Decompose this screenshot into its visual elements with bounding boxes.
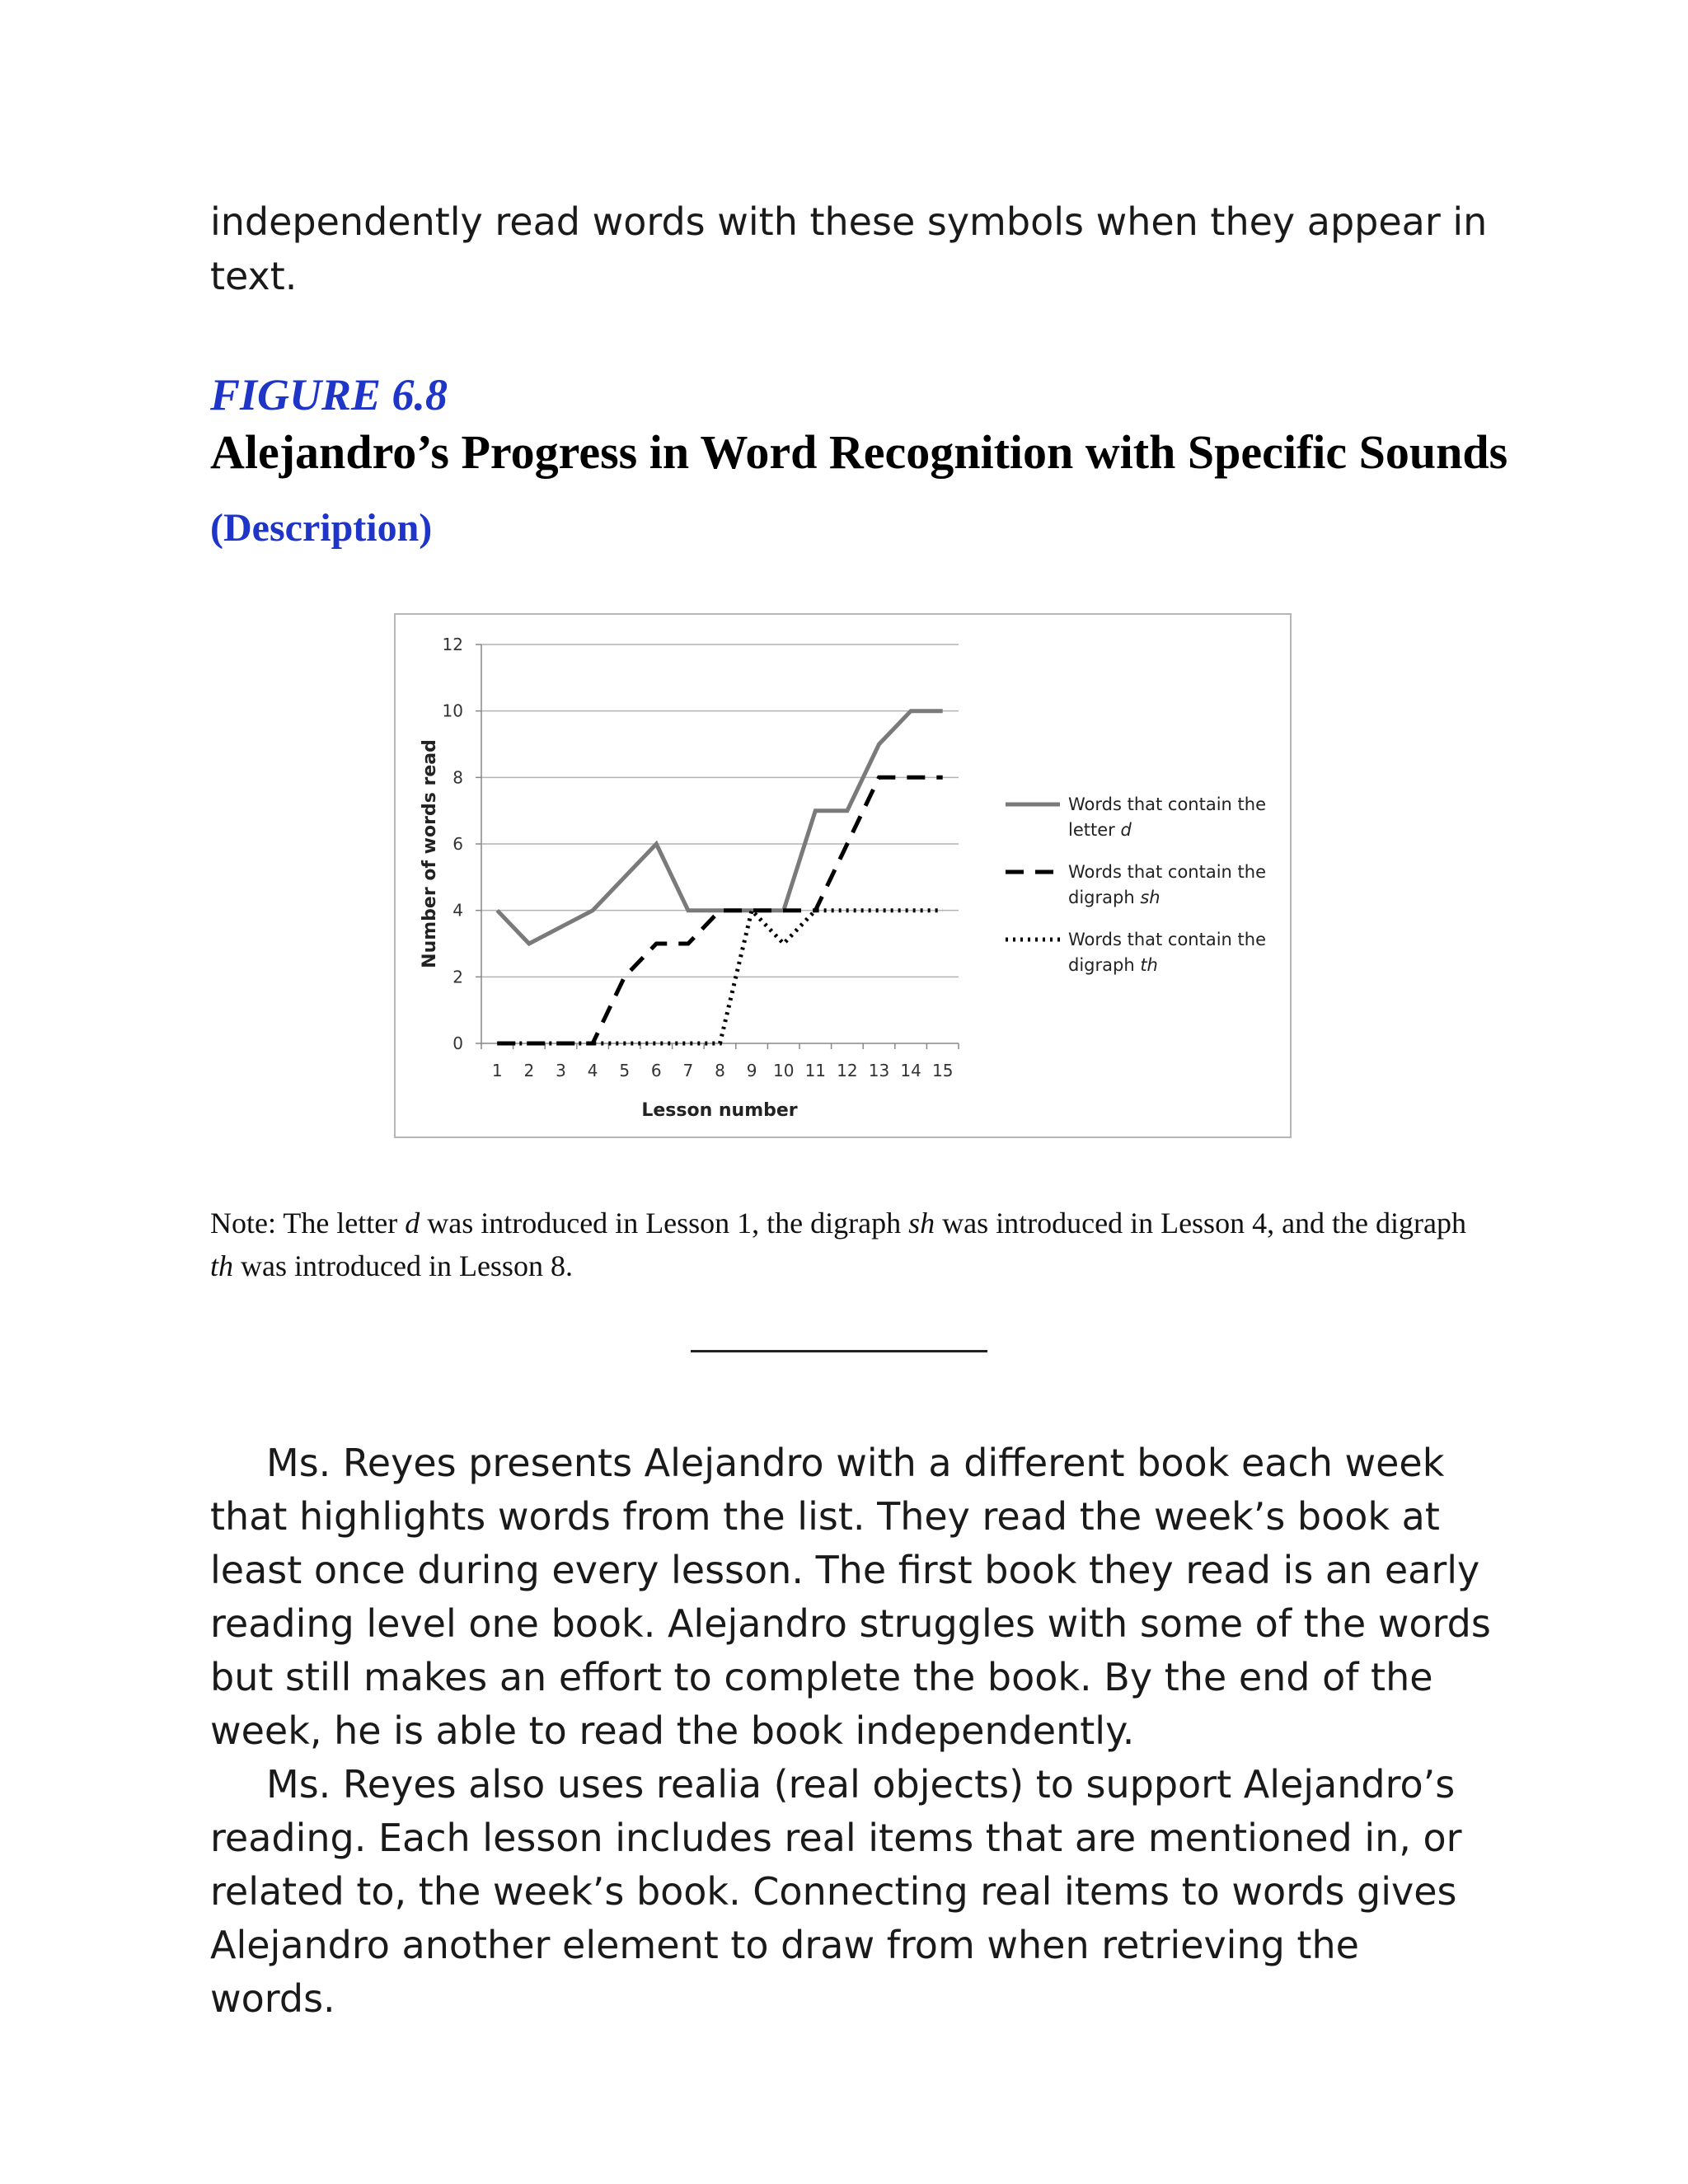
x-tick-label: 3 <box>556 1061 566 1080</box>
gridlines <box>476 644 959 1049</box>
legend-label <box>1068 820 1132 840</box>
y-tick-label: 12 <box>442 635 463 654</box>
legend-label <box>1068 955 1158 975</box>
x-axis-title: Lesson number <box>641 1100 798 1121</box>
x-tick-label: 15 <box>931 1061 954 1080</box>
x-tick-label: 1 <box>491 1061 503 1080</box>
note-italic-term: d <box>405 1207 420 1240</box>
y-axis-title: Number of words read <box>420 739 440 968</box>
figure-title: Alejandro’s Progress in Word Recognition with Specific Sounds <box>210 425 1508 479</box>
y-tick-label: 6 <box>452 834 463 854</box>
x-tick-label: 12 <box>837 1061 858 1080</box>
x-tick-label: 13 <box>868 1061 890 1080</box>
legend-label: Words that contain the <box>1068 930 1267 949</box>
legend-label-italic: th <box>1140 955 1158 975</box>
y-tick-label: 4 <box>452 900 463 921</box>
figure-description-link[interactable]: (Description) <box>210 506 433 550</box>
figure-note <box>210 1202 1496 1287</box>
x-tick-label: 2 <box>523 1061 535 1080</box>
legend-label-text: digraph <box>1068 888 1141 907</box>
intro-text: independently read words with these symbols when they appear in text. <box>210 199 1488 298</box>
x-tick-label: 8 <box>715 1061 725 1080</box>
legend-label-text: digraph <box>1068 955 1141 975</box>
body-paragraph: Ms. Reyes presents Alejandro with a different book each week that highlights words from the list. They read the week’s book at least once during every lesson. The first book they read is an early reading level one book. Alejandro struggles with some of the words but still makes an effort to complete the book. By the end of the week, he is able to read the book independently. <box>210 1441 1491 1753</box>
legend-label: Words that contain the <box>1068 862 1267 882</box>
x-tick-labels <box>492 1061 953 1080</box>
x-tick-label: 11 <box>804 1061 827 1080</box>
y-tick-label: 0 <box>452 1033 463 1053</box>
x-tick-label: 14 <box>900 1061 921 1080</box>
x-tick-label: 9 <box>746 1061 757 1080</box>
body-paragraph: Ms. Reyes also uses realia (real objects) to support Alejandro’s reading. Each lesson includes real items that are mentioned in, or related to, the week’s book. Connecting real items to words gives Alejandro another element to draw from when retrieving the words. <box>210 1762 1462 2021</box>
legend-label-italic: sh <box>1140 888 1160 907</box>
note-text: was introduced in Lesson 8. <box>233 1249 573 1282</box>
y-tick-label: 8 <box>452 767 463 788</box>
x-tick-label: 10 <box>772 1061 795 1080</box>
note-italic-term: sh <box>908 1207 935 1240</box>
chart-frame <box>394 613 1292 1138</box>
legend-label-italic: d <box>1120 820 1132 840</box>
x-tick-label: 4 <box>587 1061 598 1080</box>
legend-label <box>1068 888 1160 907</box>
note-text: Note: The letter <box>210 1207 406 1240</box>
series-lines <box>497 711 942 1043</box>
legend-label: Words that contain the <box>1068 794 1267 814</box>
section-divider <box>691 1350 987 1352</box>
figure-label: FIGURE 6.8 <box>210 370 448 419</box>
legend-label-text: letter <box>1068 820 1121 840</box>
y-tick-label: 10 <box>442 701 463 721</box>
y-tick-label: 2 <box>452 967 463 987</box>
note-text: was introduced in Lesson 1, the digraph <box>420 1207 909 1240</box>
x-tick-label: 7 <box>682 1061 694 1080</box>
x-tick-label: 6 <box>650 1061 662 1080</box>
y-tick-labels <box>443 635 463 1053</box>
legend <box>1006 794 1266 975</box>
x-tick-label: 5 <box>619 1061 631 1080</box>
note-text: was introduced in Lesson 4, and the digraph <box>935 1207 1466 1240</box>
note-italic-term: th <box>210 1249 234 1282</box>
line-chart <box>396 615 1290 1137</box>
